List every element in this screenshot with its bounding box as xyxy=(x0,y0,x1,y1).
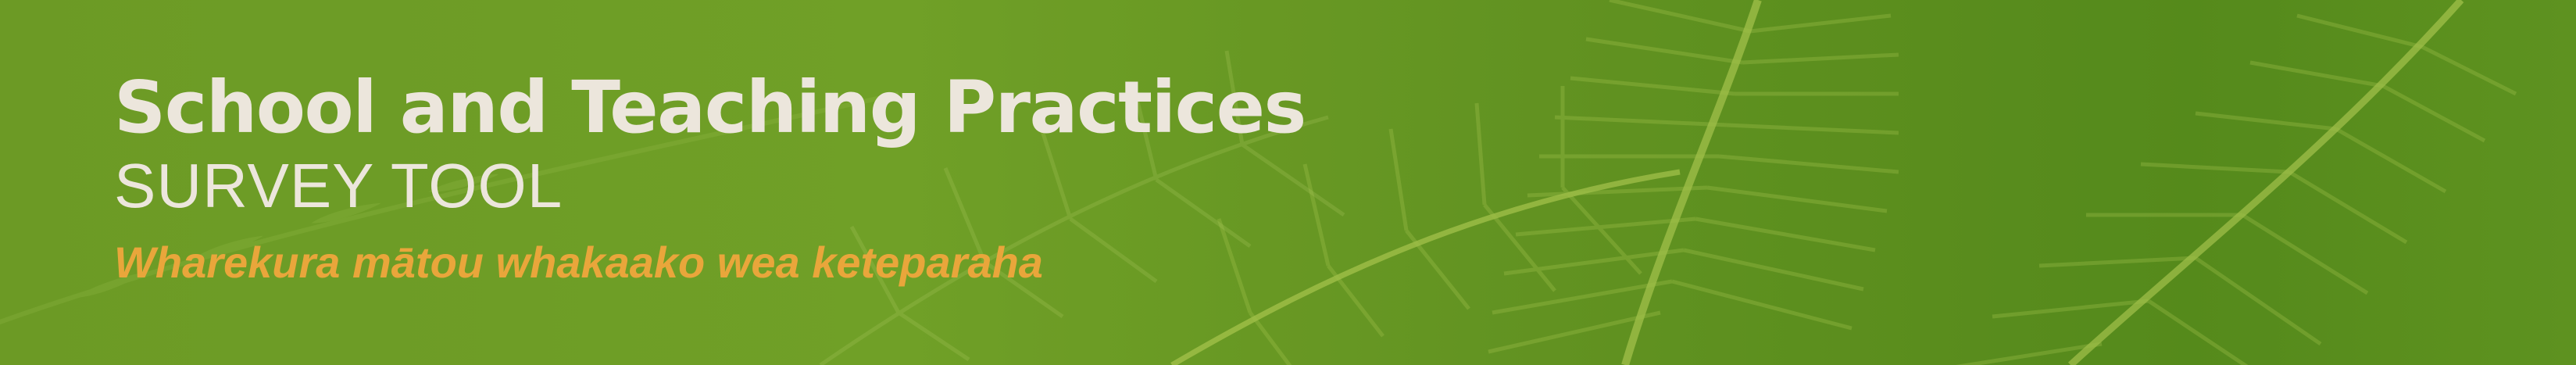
banner-subtitle: SURVEY TOOL xyxy=(114,151,563,220)
banner-tagline: Wharekura mātou whakaako wea keteparaha xyxy=(114,238,1043,287)
banner-title: School and Teaching Practices xyxy=(114,66,1306,149)
banner-text xyxy=(114,66,1442,287)
